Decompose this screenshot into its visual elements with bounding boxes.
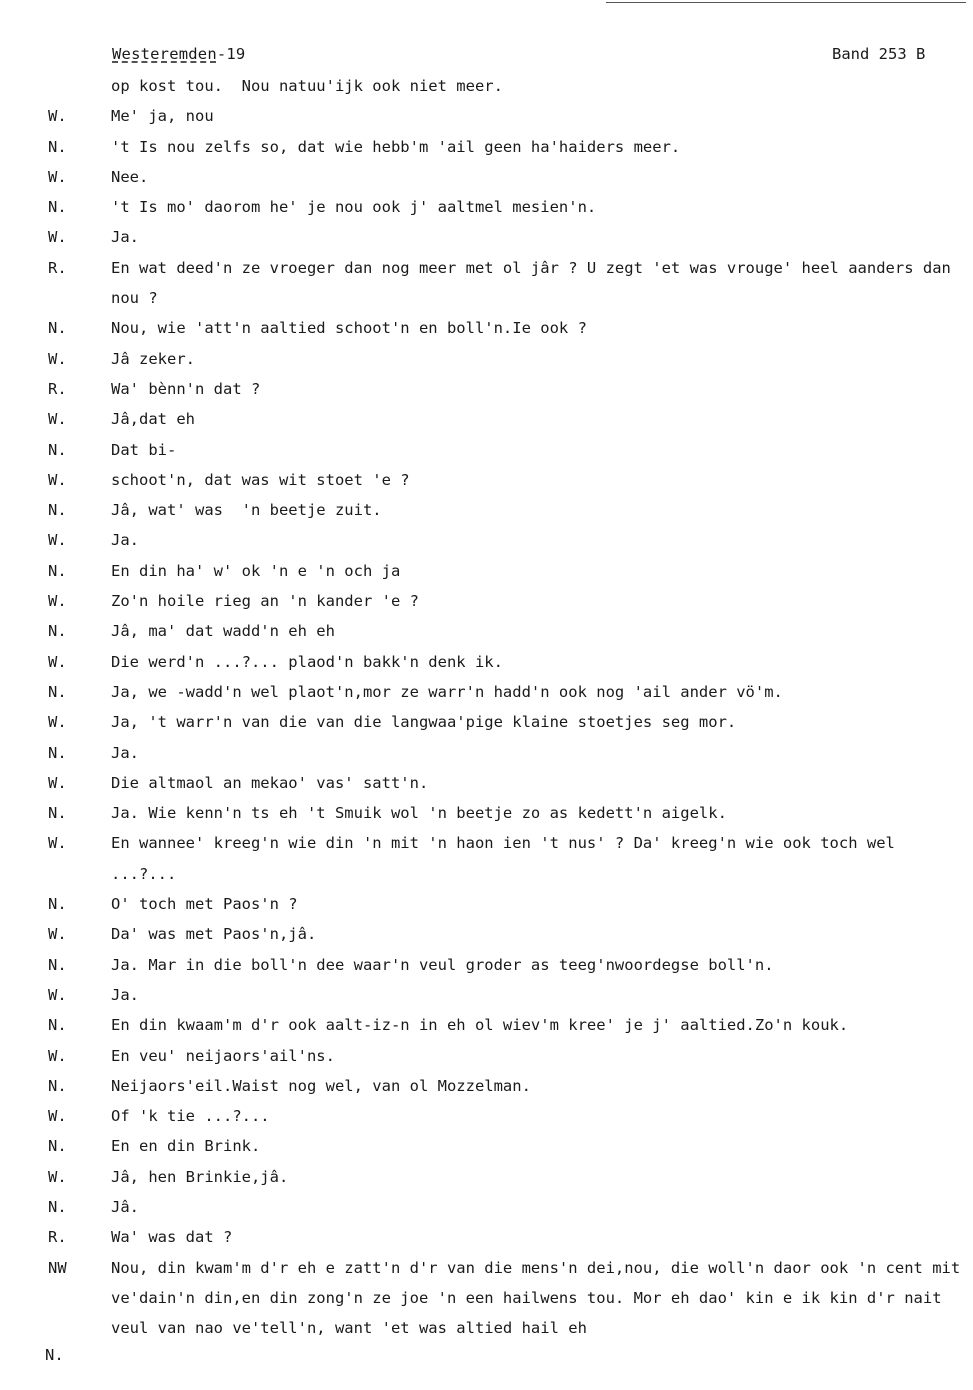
speaker-label: W. xyxy=(48,167,67,186)
transcript-line xyxy=(0,468,973,498)
transcript-line xyxy=(0,1013,973,1043)
transcript-line xyxy=(0,165,973,195)
utterance-text: Of 'k tie ...?... xyxy=(111,1107,270,1126)
utterance-text: En din kwaam'm d'r ook aalt-iz-n in eh ol wiev'm kree' je j' aaltied.Zo'n kouk. xyxy=(111,1016,849,1035)
speaker-label: N. xyxy=(48,1197,67,1216)
speaker-label: W. xyxy=(48,1107,67,1126)
speaker-label: W. xyxy=(48,592,67,611)
speaker-label: W. xyxy=(48,470,67,489)
transcript-line xyxy=(0,1104,973,1134)
speaker-label: W. xyxy=(48,925,67,944)
utterance-text: Wa' bènn'n dat ? xyxy=(111,379,261,398)
speaker-label: N. xyxy=(48,895,67,914)
transcript-line xyxy=(0,1165,973,1195)
speaker-label: N. xyxy=(48,198,67,217)
speaker-label: N. xyxy=(48,804,67,823)
speaker-label: N. xyxy=(48,137,67,156)
transcript-line xyxy=(0,831,973,892)
utterance-text: 't Is nou zelfs so, dat wie hebb'm 'ail geen ha'haiders meer. xyxy=(111,137,681,156)
transcript-line xyxy=(0,438,973,468)
utterance-text: Jâ, wat' was 'n beetje zuit. xyxy=(111,501,382,520)
utterance-text: Jâ zeker. xyxy=(111,349,195,368)
utterance-text: Nee. xyxy=(111,167,149,186)
utterance-text: En din ha' w' ok 'n e 'n och ja xyxy=(111,561,401,580)
transcript-line xyxy=(0,195,973,225)
speaker-label: N. xyxy=(48,561,67,580)
utterance-text: Ja. xyxy=(111,743,139,762)
utterance-text: Me' ja, nou xyxy=(111,107,214,126)
transcript-line xyxy=(0,953,973,983)
transcript-line xyxy=(0,1044,973,1074)
utterance-text: Ja. xyxy=(111,985,139,1004)
transcript-line xyxy=(0,619,973,649)
utterance-text: 't Is mo' daorom he' je nou ook j' aaltmel mesien'n. xyxy=(111,198,597,217)
utterance-text: Die werd'n ...?... plaod'n bakk'n denk ik. xyxy=(111,652,503,671)
utterance-text: Jâ, ma' dat wadd'n eh eh xyxy=(111,622,335,641)
speaker-label: N. xyxy=(48,682,67,701)
utterance-text: Ja, 't warr'n van die van die langwaa'pige klaine stoetjes seg mor. xyxy=(111,713,737,732)
transcript-line xyxy=(0,1195,973,1225)
speaker-label: N. xyxy=(48,440,67,459)
utterance-text: Ja, we -wadd'n wel plaot'n,mor ze warr'n hadd'n ook nog 'ail ander vö'm. xyxy=(111,682,783,701)
transcript-line xyxy=(0,771,973,801)
utterance-text: Nou, din kwam'm d'r eh e zatt'n d'r van die mens'n dei,nou, die woll'n daor ook 'n cent mit ve'dain'n din,en din zong'n ze joe 'n een hailwens tou. Mor eh dao' kin e ik kin d'r nait veul van nao ve'tell'n, want 'et was altied hail eh xyxy=(111,1258,961,1338)
speaker-label: N. xyxy=(48,1137,67,1156)
utterance-text: En wat deed'n ze vroeger dan nog meer met ol jâr ? U zegt 'et was vrouge' heel aanders dan nou ? xyxy=(111,258,951,308)
transcript-line xyxy=(0,347,973,377)
transcript-line xyxy=(0,256,973,317)
utterance-text: O' toch met Paos'n ? xyxy=(111,895,298,914)
speaker-label: R. xyxy=(48,1228,67,1247)
speaker-label: W. xyxy=(48,652,67,671)
speaker-label: R. xyxy=(48,258,67,277)
transcript-line xyxy=(0,589,973,619)
utterance-text: Wa' was dat ? xyxy=(111,1228,233,1247)
utterance-text: Jâ, hen Brinkie,jâ. xyxy=(111,1167,289,1186)
speaker-label: W. xyxy=(48,410,67,429)
speaker-label: NW xyxy=(48,1258,67,1277)
speaker-label: N. xyxy=(48,1076,67,1095)
transcript-line xyxy=(0,1256,973,1347)
speaker-label: W. xyxy=(48,1167,67,1186)
transcript-line xyxy=(0,316,973,346)
speaker-label: W. xyxy=(48,107,67,126)
transcript-lines xyxy=(0,74,973,1347)
transcript-line xyxy=(0,225,973,255)
speaker-label: W. xyxy=(48,985,67,1004)
transcript-line xyxy=(0,135,973,165)
utterance-text: En wannee' kreeg'n wie din 'n mit 'n haon ien 't nus' ? Da' kreeg'n wie ook toch wel ...?... xyxy=(111,834,895,883)
transcript-line xyxy=(0,892,973,922)
transcript-line xyxy=(0,710,973,740)
utterance-text: Ja. Wie kenn'n ts eh 't Smuik wol 'n beetje zo as kedett'n aigelk. xyxy=(111,804,727,823)
utterance-text: schoot'n, dat was wit stoet 'e ? xyxy=(111,470,410,489)
utterance-text: Dat bi- xyxy=(111,440,177,459)
utterance-text: op kost tou. Nou natuu'ijk ook niet meer. xyxy=(111,77,503,95)
transcript-line xyxy=(0,1134,973,1164)
speaker-label: W. xyxy=(48,1046,67,1065)
utterance-text: Jâ. xyxy=(111,1197,139,1216)
transcript-line xyxy=(0,498,973,528)
utterance-text: Ja. Mar in die boll'n dee waar'n veul groder as teeg'nwoordegse boll'n. xyxy=(111,955,774,974)
transcript-line xyxy=(0,983,973,1013)
utterance-text: Da' was met Paos'n,jâ. xyxy=(111,925,317,944)
transcript-line xyxy=(0,1074,973,1104)
transcript-line xyxy=(0,680,973,710)
speaker-label: N. xyxy=(48,319,67,338)
speaker-label: W. xyxy=(48,834,67,853)
utterance-text: Neijaors'eil.Waist nog wel, van ol Mozzelman. xyxy=(111,1076,531,1095)
utterance-text: Ja. xyxy=(111,531,139,550)
speaker-label: W. xyxy=(48,531,67,550)
speaker-label: N. xyxy=(48,743,67,762)
transcript-line xyxy=(0,741,973,771)
utterance-text: En veu' neijaors'ail'ns. xyxy=(111,1046,335,1065)
speaker-label: N. xyxy=(48,1016,67,1035)
speaker-label: W. xyxy=(48,349,67,368)
utterance-text: En en din Brink. xyxy=(111,1137,261,1156)
header-band: Band 253 B xyxy=(832,45,926,63)
speaker-label: W. xyxy=(48,773,67,792)
transcript-line xyxy=(0,377,973,407)
speaker-label: N. xyxy=(48,622,67,641)
transcript-line xyxy=(0,74,973,104)
header-place-suffix: -19 xyxy=(216,45,246,63)
speaker-label: W. xyxy=(48,228,67,247)
transcript-line xyxy=(0,801,973,831)
top-rule xyxy=(606,2,966,3)
transcript-line xyxy=(0,528,973,558)
header-location xyxy=(112,45,245,63)
utterance-text: Zo'n hoile rieg an 'n kander 'e ? xyxy=(111,592,419,611)
transcript-line xyxy=(0,1225,973,1255)
speaker-label: W. xyxy=(48,713,67,732)
transcript-line xyxy=(0,650,973,680)
utterance-text: Ja. xyxy=(111,228,139,247)
final-speaker: N. xyxy=(45,1346,64,1364)
speaker-label: R. xyxy=(48,379,67,398)
header-place: Westeremden xyxy=(112,45,217,63)
utterance-text: Jâ,dat eh xyxy=(111,410,195,429)
transcript-line xyxy=(0,922,973,952)
utterance-text: Die altmaol an mekao' vas' satt'n. xyxy=(111,773,429,792)
speaker-label: N. xyxy=(48,955,67,974)
speaker-label: N. xyxy=(48,501,67,520)
transcript-line xyxy=(0,407,973,437)
utterance-text: Nou, wie 'att'n aaltied schoot'n en boll'n.Ie ook ? xyxy=(111,319,587,338)
transcript-line xyxy=(0,559,973,589)
transcript-line xyxy=(0,104,973,134)
